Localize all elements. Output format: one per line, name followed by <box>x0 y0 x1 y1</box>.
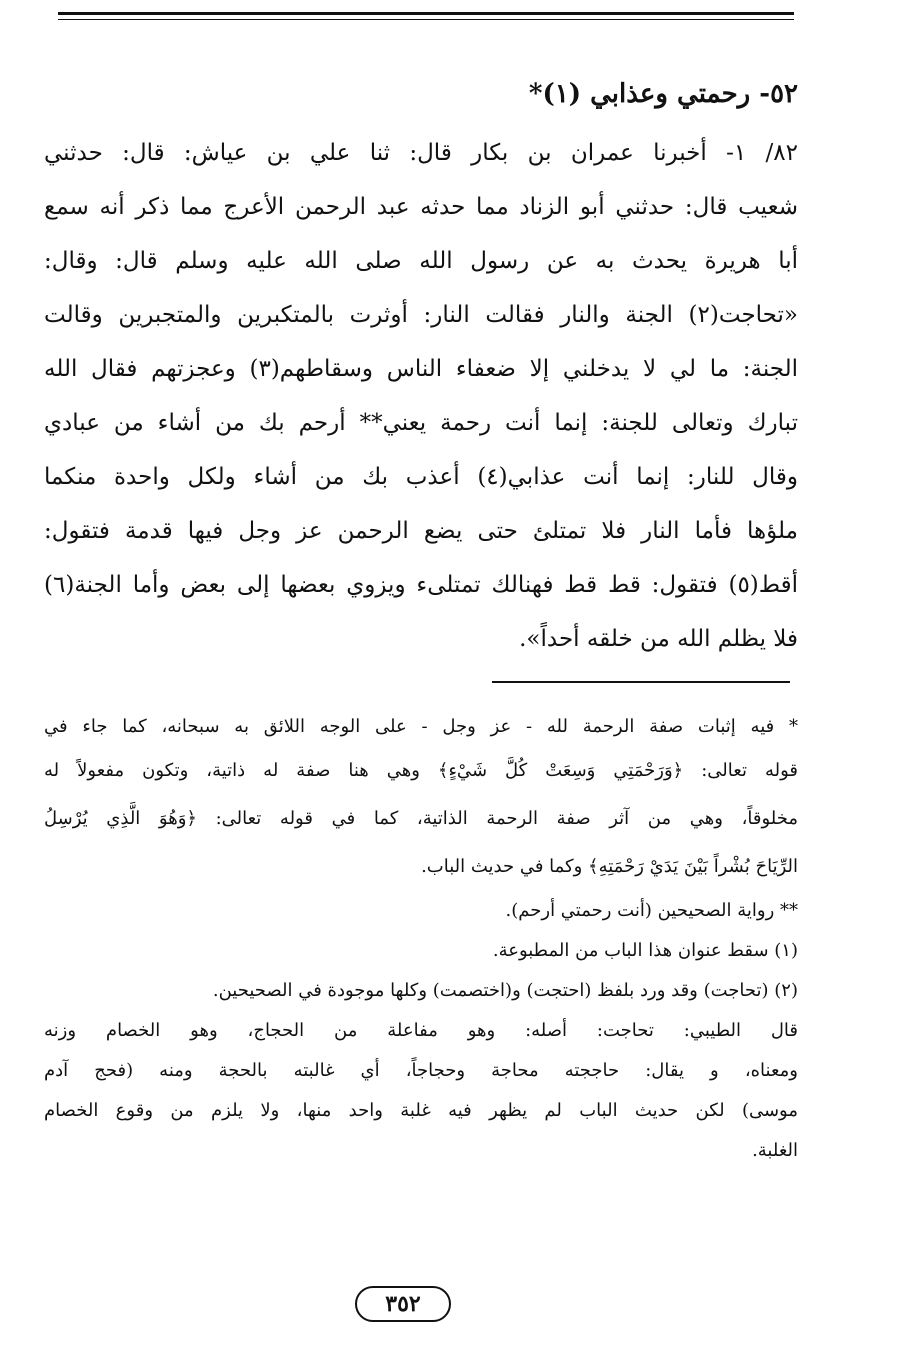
footnote-separator <box>492 681 790 683</box>
footnote-line: الغلبة. <box>752 1140 798 1161</box>
text-line: شعيب قال: حدثني أبو الزناد مما حدثه عبد الرحمن الأعرج مما ذكر أنه سمع <box>44 194 798 220</box>
page-number: ٣٥٢ <box>355 1286 451 1322</box>
footnote-line: موسى) لكن حديث الباب لم يظهر فيه غلبة واحد منها، ولا يلزم من وقوع الخصام <box>44 1100 798 1121</box>
footnote-line: ** رواية الصحيحين (أنت رحمتي أرحم). <box>505 900 798 921</box>
hadith-text <box>44 126 798 666</box>
footnote-line: قوله تعالى: ﴿وَرَحْمَتِي وَسِعَتْ كُلَّ شَيْءٍ﴾ وهي هنا صفة له ذاتية، وتكون مفعولاً له <box>44 760 798 781</box>
footnote-line: مخلوقاً، وهي من آثر صفة الرحمة الذاتية، كما في قوله تعالى: ﴿وَهُوَ الَّذِي يُرْسِلُ <box>44 808 798 829</box>
text-line: أبا هريرة يحدث به عن رسول الله صلى الله عليه وسلم قال: وقال: <box>44 248 798 274</box>
footnotes <box>44 707 798 1171</box>
top-rule-thin <box>58 19 794 20</box>
top-rule-thick <box>58 12 794 15</box>
chapter-title: ٥٢- رحمتي وعذابي (١)* <box>528 79 798 109</box>
footnote-line: الرِّيَاحَ بُشْراً بَيْنَ يَدَيْ رَحْمَتِهِ﴾ وكما في حديث الباب. <box>421 856 798 877</box>
footnote-line: ومعناه، و يقال: حاججته محاجة وحجاجاً، أي غالبته بالحجة ومنه (فحج آدم <box>44 1060 798 1081</box>
text-line: الجنة: ما لي لا يدخلني إلا ضعفاء الناس وسقاطهم(٣) وعجزتهم فقال الله <box>44 356 799 382</box>
text-line: ٨٢/ ١- أخبرنا عمران بن بكار قال: ثنا علي بن عياش: قال: حدثني <box>44 140 799 166</box>
text-line: تبارك وتعالى للجنة: إنما أنت رحمة يعني** أرحم بك من أشاء من عبادي <box>44 410 798 436</box>
footnote-line: قال الطيبي: تحاجت: أصله: وهو مفاعلة من الحجاج، وهو الخصام وزنه <box>44 1020 798 1041</box>
footnote-line: (١) سقط عنوان هذا الباب من المطبوعة. <box>492 940 798 961</box>
text-line: أقط(٥) فتقول: قط قط فهنالك تمتلىء ويزوي بعضها إلى بعض وأما الجنة(٦) <box>44 572 798 598</box>
text-line: وقال للنار: إنما أنت عذابي(٤) أعذب بك من أشاء ولكل واحدة منكما <box>44 464 798 490</box>
footnote-line: * فيه إثبات صفة الرحمة لله - عز وجل - على الوجه اللائق به سبحانه، كما جاء في <box>44 716 798 737</box>
text-line: فلا يظلم الله من خلقه أحداً». <box>519 626 798 652</box>
text-line: «تحاجت(٢) الجنة والنار فقالت النار: أوثرت بالمتكبرين والمتجبرين وقالت <box>44 302 798 328</box>
footnote-line: (٢) (تحاجت) وقد ورد بلفظ (احتجت) و(اختصمت) وكلها موجودة في الصحيحين. <box>212 980 798 1001</box>
text-line: ملؤها فأما النار فلا تمتلئ حتى يضع الرحمن عز وجل فيها قدمة فتقول: <box>44 518 798 544</box>
